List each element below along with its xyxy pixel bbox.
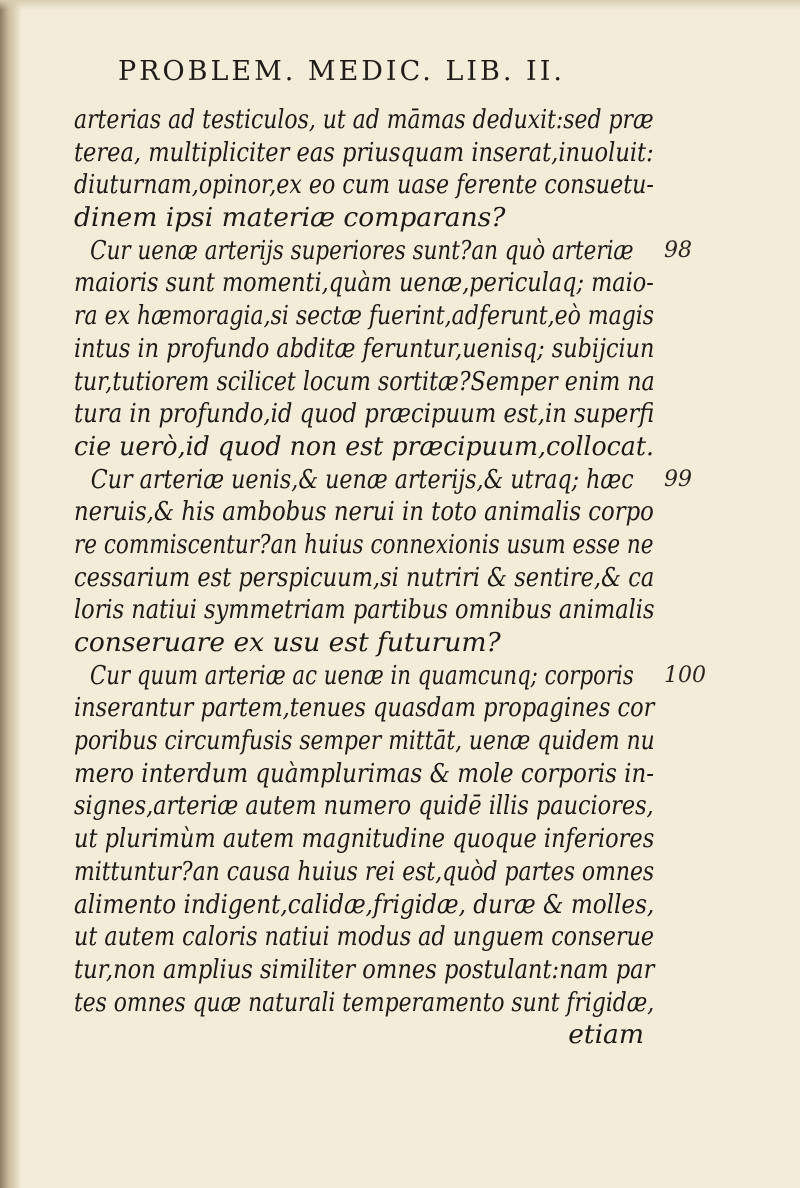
page-gutter-shadow — [0, 0, 22, 1188]
text-line: terea, multipliciter eas priusquam inserat,inuoluit: — [74, 136, 654, 168]
text-line: mero interdum quàmplurimas & mole corporis in- — [74, 757, 654, 789]
text-line: alimento indigent,calidæ,frigidæ, duræ & molles, — [74, 888, 655, 920]
text-line: tur,non amplius similiter omnes postulant:nam par — [74, 953, 655, 985]
text-line: Cur quum arteriæ ac uenæ in quamcunq; corporis — [90, 659, 634, 691]
text-line: cessarium est perspicuum,si nutriri & sentire,& ca — [74, 561, 655, 593]
text-line: signes,arteriæ autem numero quidē illis pauciores, — [74, 790, 654, 822]
text-line: mittuntur?an causa huius rei est,quòd partes omnes — [74, 855, 655, 887]
text-line: intus in profundo abditæ feruntur,uenisq; subijciun — [74, 332, 655, 364]
text-line: tes omnes quæ naturali temperamento sunt frigidæ, — [74, 986, 655, 1018]
running-head: PROBLEM. MEDIC. LIB. II. — [118, 56, 565, 87]
text-line: conseruare ex usu est futurum? — [74, 627, 501, 658]
text-line: Cur uenæ arterijs superiores sunt?an quò arteriæ — [90, 234, 634, 266]
catchword: etiam — [568, 1019, 644, 1051]
text-line: loris natiui symmetriam partibus omnibus animalis — [74, 594, 655, 626]
text-line: neruis,& his ambobus nerui in toto animalis corpo — [74, 496, 654, 528]
text-line: diuturnam,opinor,ex eo cum uase ferente consuetu- — [74, 169, 654, 201]
text-line: dinem ipsi materiæ comparans? — [74, 202, 506, 234]
text-line: ut autem caloris natiui modus ad unguem conserue — [74, 921, 655, 953]
text-line: Cur arteriæ uenis,& uenæ arterijs,& utraq; hæc — [90, 463, 634, 495]
text-line: re commiscentur?an huius connexionis usum esse ne — [74, 528, 654, 560]
marginal-number: 100 — [664, 662, 706, 688]
body-text — [74, 104, 654, 1052]
marginal-number: 98 — [664, 237, 692, 263]
text-line: poribus circumfusis semper mittāt, uenæ quidem nu — [74, 725, 655, 757]
text-line: ra ex hæmoragia,si sectæ fuerint,adferunt,eò magis — [74, 300, 655, 332]
text-line: tur,tutiorem scilicet locum sortitæ?Semper enim na — [74, 365, 655, 397]
text-line: arterias ad testiculos, ut ad māmas deduxit:sed præ — [74, 104, 654, 135]
text-line: cie uerò,id quod non est præcipuum,collocat. — [74, 430, 655, 462]
text-line: inserantur partem,tenues quasdam propagines cor — [74, 692, 655, 724]
text-line: ut plurimùm autem magnitudine quoque inferiores — [74, 823, 655, 855]
marginal-number: 99 — [664, 466, 692, 492]
text-line: maioris sunt momenti,quàm uenæ,periculaq; maio- — [74, 267, 654, 299]
page-top-shadow — [0, 0, 800, 10]
text-line: tura in profundo,id quod præcipuum est,in superfi — [74, 398, 655, 430]
